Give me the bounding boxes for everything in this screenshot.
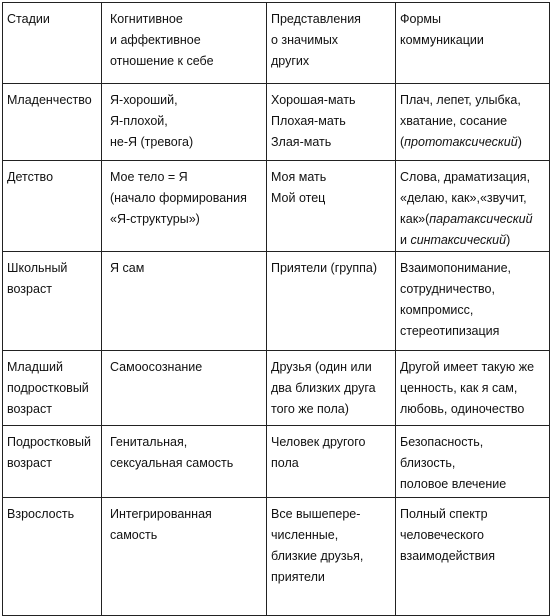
cell-self-attitude: Самоосознание [102, 351, 267, 426]
comm-line: как»(паратаксический [400, 212, 533, 226]
cell-stage: Детство [3, 161, 102, 252]
cell-stage: Младший подростковый возраст [3, 351, 102, 426]
header-significant-others: Представления о значимых других [267, 3, 396, 84]
cell-communication: Плач, лепет, улыбка, хватание, сосание (прототаксический) [396, 84, 550, 161]
cell-significant-others: Хорошая-мать Плохая-мать Злая-мать [267, 84, 396, 161]
cell-self-attitude: Я сам [102, 252, 267, 351]
cell-significant-others: Приятели (группа) [267, 252, 396, 351]
header-stages: Стадии [3, 3, 102, 84]
cell-significant-others: Моя мать Мой отец [267, 161, 396, 252]
cell-communication: Слова, драматизация, «делаю, как»,«звучит, как»(паратаксический и синтаксический) [396, 161, 550, 252]
comm-line: и синтаксический) [400, 233, 511, 247]
cell-self-attitude: Мое тело = Я (начало формирования «Я-структуры») [102, 161, 267, 252]
comm-line: (прототаксический) [400, 135, 522, 149]
cell-self-attitude: Интегрированная самость [102, 498, 267, 616]
table-row [3, 351, 550, 426]
development-stages-table [2, 2, 550, 616]
table-row [3, 426, 550, 498]
cell-self-attitude: Я-хороший, Я-плохой, не-Я (тревога) [102, 84, 267, 161]
cell-significant-others: Друзья (один или два близких друга того же пола) [267, 351, 396, 426]
cell-communication: Полный спектр человеческого взаимодействия [396, 498, 550, 616]
table-row [3, 161, 550, 252]
cell-stage: Младенчество [3, 84, 102, 161]
header-communication-forms: Формы коммуникации [396, 3, 550, 84]
table-header-row [3, 3, 550, 84]
cell-significant-others: Человек другого пола [267, 426, 396, 498]
table-row [3, 252, 550, 351]
cell-self-attitude: Генитальная, сексуальная самость [102, 426, 267, 498]
header-self-attitude: Когнитивное и аффективное отношение к себе [102, 3, 267, 84]
table-row [3, 84, 550, 161]
cell-stage: Подростковый возраст [3, 426, 102, 498]
table-row [3, 498, 550, 616]
cell-stage: Взрослость [3, 498, 102, 616]
cell-significant-others: Все вышепере- численные, близкие друзья, приятели [267, 498, 396, 616]
cell-communication: Взаимопонимание, сотрудничество, компромисс, стереотипизация [396, 252, 550, 351]
cell-communication: Безопасность, близость, половое влечение [396, 426, 550, 498]
cell-communication: Другой имеет такую же ценность, как я сам, любовь, одиночество [396, 351, 550, 426]
cell-stage: Школьный возраст [3, 252, 102, 351]
